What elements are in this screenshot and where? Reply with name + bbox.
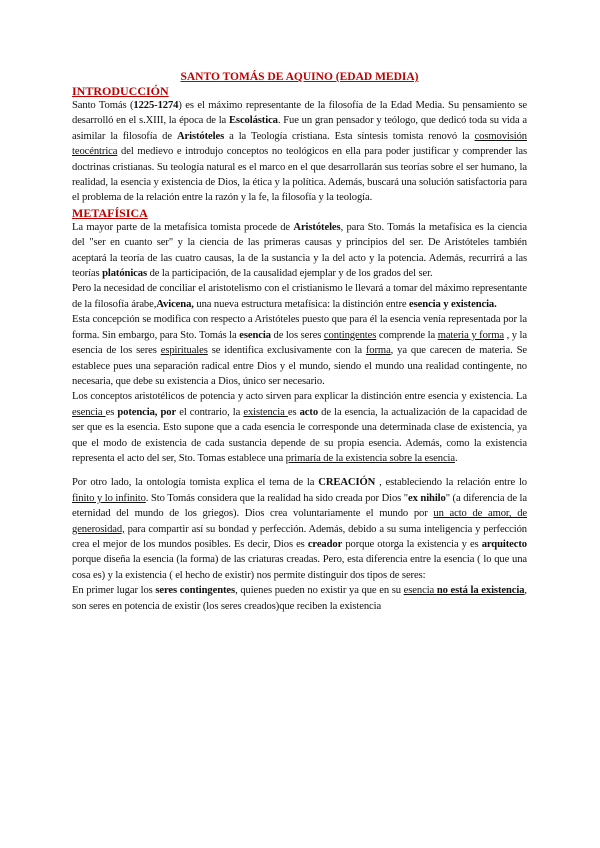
text-run: forma: [365, 345, 391, 357]
text-run: Aristóteles: [293, 221, 341, 233]
paragraph: [72, 475, 527, 583]
text-run: La mayor parte de la metafísica tomista procede de: [72, 221, 294, 233]
paragraph: [72, 389, 527, 466]
text-run: esencia y existencia.: [409, 298, 497, 310]
text-run: Pero la necesidad de conciliar el aristotelismo con el cristianismo le llevará a tomar del máximo representante de la filosofía árabe,: [72, 283, 527, 310]
text-run: porque otorga la existencia y es: [342, 538, 482, 550]
text-run: Aristóteles: [176, 130, 225, 142]
text-run: , estableciendo la relación entre lo: [375, 477, 527, 489]
text-run: creador: [307, 538, 343, 550]
text-run: . Fue un gran pensador y teólogo, que dedicó toda su vida a asimilar la filosofía de: [72, 115, 527, 142]
text-run: se identifica exclusivamente con la: [207, 345, 366, 357]
text-run: materia y forma: [437, 329, 504, 341]
text-run: acto: [299, 406, 319, 418]
text-run: Los conceptos aristotélicos de potencia y acto sirven para explicar la distinción entre esencia y existencia. La: [72, 391, 527, 403]
text-run: una nueva estructura metafísica: la distinción entre: [193, 298, 410, 310]
text-run: Avicena,: [156, 298, 194, 310]
text-run: cosmovisión teocéntrica: [72, 130, 527, 158]
document-title: SANTO TOMÁS DE AQUINO (EDAD MEDIA): [180, 71, 419, 83]
text-run: Escolástica: [228, 115, 278, 127]
text-run: , ya que carecen de materia. Se establece pues una separación radical entre Dios y el mundo, siendo el mundo una realidad contingente, no necesaria, que debe su existencia a Dios, único ser necesario.: [72, 345, 527, 387]
text-run: no está la existencia: [436, 585, 525, 597]
document-page: [72, 70, 527, 614]
text-run: , quienes pueden no existir ya que en su: [235, 585, 404, 597]
section-heading-metafisica: METAFÍSICA: [72, 205, 148, 220]
text-run: .: [455, 452, 458, 464]
text-run: En primer lugar los: [72, 585, 156, 597]
paragraph: [72, 98, 527, 206]
paragraph: [72, 583, 527, 614]
text-run: del medievo e introdujo conceptos no teológicos en ella para poder justificar y comprender las doctrinas cristianas. Su teología natural es el marco en el que desarrollarán sus teorías sobre el ser humano, la realidad, la esencia y existencia de Dios, la ética y la política. Además, buscará una solución satisfactoria para el problema de la relación entre la razón y la fe, la filosofía y la teología.: [72, 146, 527, 204]
text-run: esencia: [239, 329, 271, 341]
text-run: esencia: [403, 585, 437, 597]
text-run: por: [160, 406, 177, 418]
paragraph: [72, 281, 527, 312]
text-run: contingentes: [323, 329, 377, 341]
text-run: Santo Tomás (: [72, 100, 134, 111]
text-run: primaría de la existencia sobre la esencia: [285, 452, 456, 464]
text-run: ) es el máximo representante de la filosofía de la Edad Media. Su pensamiento se desarrolló en el s.XIII, la época de la: [72, 100, 527, 127]
text-run: comprende la: [376, 329, 438, 341]
text-run: Esta concepción se modifica con respecto a Aristóteles puesto que para él la esencia venía representada por la forma. Sin embargo, para Sto. Tomás la: [72, 314, 527, 341]
text-run: finito y lo infinito: [72, 492, 146, 504]
paragraph: [72, 312, 527, 389]
paragraph: [72, 220, 527, 282]
text-run: el contrario, la: [176, 406, 244, 418]
text-run: " (a diferencia de la eternidad del mundo de los griegos). Dios crea voluntariamente el mundo por: [72, 492, 527, 520]
text-run: CREACIÓN: [318, 477, 376, 489]
text-run: , y la esencia de los seres: [72, 329, 527, 357]
text-run: , para Sto. Tomás la metafísica es la ciencia del "ser en cuanto ser" y la ciencia de las primeras causas y principios del ser. De Aristóteles también aceptará la teoría de las cuatro causas, la de la sustancia y la del acto y la potencia. Además, recurrirá a las teorías: [72, 221, 527, 280]
text-run: 1225-1274: [133, 100, 179, 111]
text-run: de la participación, de la causalidad ejemplar y de los grados del ser.: [147, 268, 433, 280]
text-run: de la esencia, la actualización de la capacidad de ser que es la esencia. Esto supone que a cada esencia le corresponde una determinada clase de existencia, ya que el modo de existencia de cada sustancia depende de su propia esencia. Además, como la existencia representa el acto del ser, Sto. Tomas establece una: [72, 406, 527, 464]
text-run: existencia: [243, 406, 288, 418]
text-run: platónicas: [102, 268, 148, 280]
text-run: para compartir así su bondad y perfección. Además, debido a su suma inteligencia y perfección crea el mejor de los mundos posibles. Es decir, Dios es: [72, 523, 527, 550]
text-run: de los seres: [270, 329, 324, 341]
text-run: porque diseña la esencia (la forma) de las criaturas creadas. Pero, esta diferencia entre la esencia ( lo que una cosa es) y la existencia ( el hecho de existir) nos permite distinguir dos tipos de seres:: [72, 554, 527, 581]
section-heading-introduccion: INTRODUCCIÓN: [72, 84, 169, 98]
text-run: potencia,: [117, 406, 158, 418]
text-run: es: [287, 406, 300, 418]
text-run: arquitecto: [481, 538, 527, 550]
text-run: es: [105, 406, 118, 418]
text-run: un acto de amor, de generosidad,: [72, 508, 527, 535]
text-run: esencia: [72, 406, 106, 418]
text-run: a la Teología cristiana. Esta síntesis tomista renovó la: [224, 130, 475, 142]
text-run: espirituales: [160, 345, 208, 357]
text-run: , son seres en potencia de existir (los seres creados)que reciben la existencia: [72, 585, 527, 612]
text-run: Por otro lado, la ontología tomista explica el tema de la: [72, 477, 319, 489]
text-run: ex nihilo: [408, 492, 446, 504]
text-run: . Sto Tomás considera que la realidad ha sido creada por Dios ": [145, 492, 409, 504]
text-run: seres contingentes: [155, 585, 236, 597]
